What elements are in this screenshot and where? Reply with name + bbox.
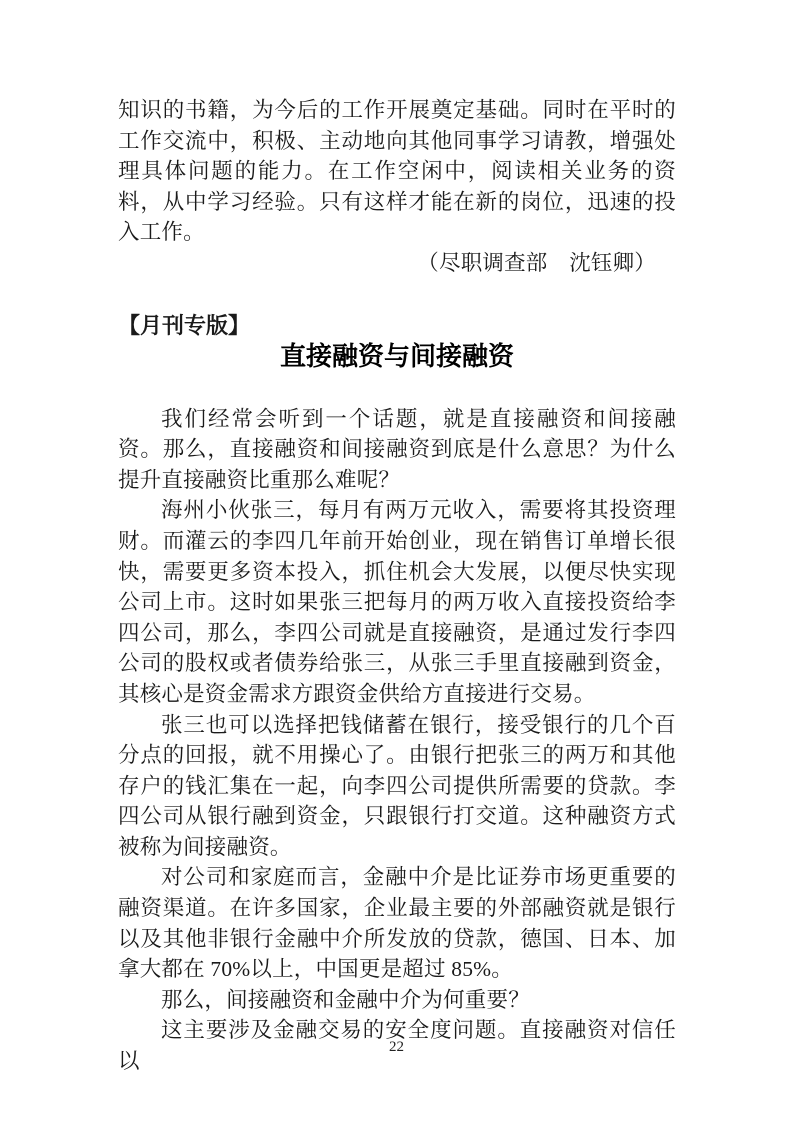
paragraph: 对公司和家庭而言，金融中介是比证券市场更重要的融资渠道。在许多国家，企业最主要的外部融资就是银行以及其他非银行金融中介所发放的贷款，德国、日本、加拿大都在 70%以上，中国更是超过 85%。	[118, 865, 676, 982]
previous-article-continuation: 知识的书籍，为今后的工作开展奠定基础。同时在平时的工作交流中，积极、主动地向其他同事学习请教，增强处理具体问题的能力。在工作空闲中，阅读相关业务的资料，从中学习经验。只有这样才能在新的岗位，迅速的投入工作。	[118, 98, 676, 245]
article-title: 直接融资与间接融资	[279, 341, 514, 372]
paragraph: 张三也可以选择把钱储蓄在银行，接受银行的几个百分点的回报，就不用操心了。由银行把张三的两万和其他存户的钱汇集在一起，向李四公司提供所需要的贷款。李四公司从银行融到资金，只跟银行打交道。这种融资方式被称为间接融资。	[118, 712, 676, 859]
section-label: 【月刊专版】	[118, 312, 251, 338]
page-number: 22	[389, 1039, 404, 1055]
paragraph: 那么，间接融资和金融中介为何重要？	[161, 987, 530, 1012]
paragraph: 海州小伙张三，每月有两万元收入，需要将其投资理财。而灌云的李四几年前开始创业，现在销售订单增长很快，需要更多资本投入，抓住机会大发展，以便尽快实现公司上市。这时如果张三把每月的两万收入直接投资给李四公司，那么，李四公司就是直接融资，是通过发行李四公司的股权或者债券给张三，从张三手里直接融到资金，其核心是资金需求方跟资金供给方直接进行交易。	[118, 498, 676, 706]
article-body	[118, 404, 676, 1077]
paragraph: 这主要涉及金融交易的安全度问题。直接融资对信任以	[118, 1018, 676, 1074]
text-block	[118, 95, 676, 1077]
author-signature: （尽职调查部 沈钰卿）	[417, 250, 656, 275]
paragraph: 我们经常会听到一个话题，就是直接融资和间接融资。那么，直接融资和间接融资到底是什么意思？为什么提升直接融资比重那么难呢？	[118, 406, 676, 492]
